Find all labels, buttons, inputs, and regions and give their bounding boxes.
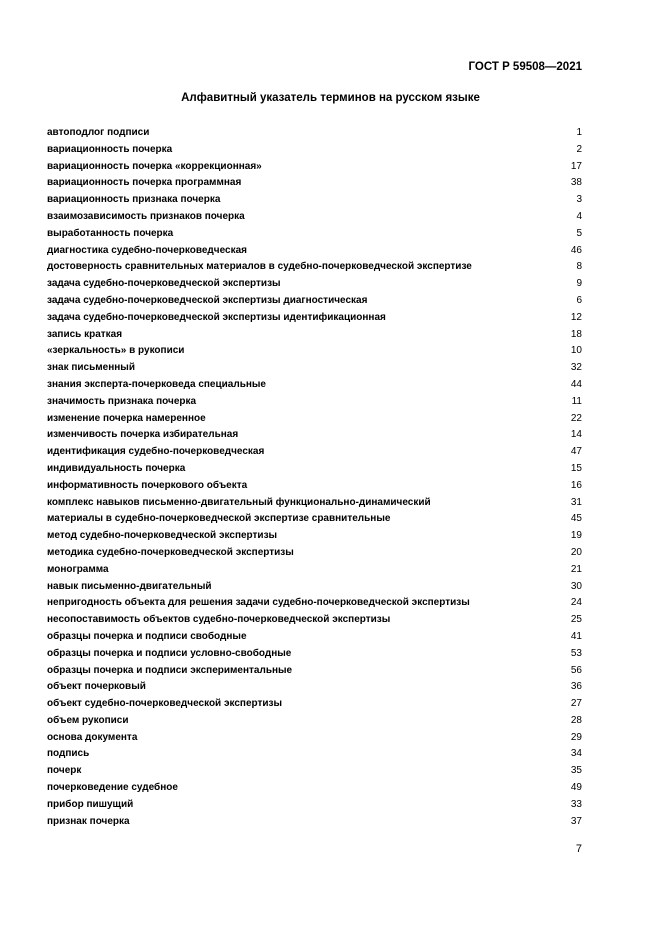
term-text: значимость признака почерка — [47, 395, 197, 407]
term-number: 8 — [576, 261, 582, 273]
term-row — [47, 629, 582, 646]
term-text: навык письменно-двигательный — [47, 580, 212, 592]
term-number: 16 — [570, 479, 582, 491]
term-text: задача судебно-почерковедческой экспертизы — [47, 278, 281, 290]
term-row — [47, 142, 582, 159]
term-row — [47, 259, 582, 276]
term-number: 12 — [570, 311, 582, 323]
term-row — [47, 209, 582, 226]
term-text: изменчивость почерка избирательная — [47, 429, 239, 441]
term-row — [47, 612, 582, 629]
term-number: 45 — [570, 513, 582, 525]
term-text: идентификация судебно-почерковедческая — [47, 446, 265, 458]
term-number: 20 — [570, 546, 582, 558]
term-row — [47, 427, 582, 444]
index-title: Алфавитный указатель терминов на русском языке — [181, 92, 480, 104]
term-text: «зеркальность» в рукописи — [47, 345, 185, 357]
term-row — [47, 763, 582, 780]
term-text: образцы почерка и подписи экспериментальные — [47, 664, 293, 676]
term-row — [47, 511, 582, 528]
term-row — [47, 394, 582, 411]
term-text: знания эксперта-почерковеда специальные — [47, 378, 266, 390]
term-row — [47, 814, 582, 831]
term-row — [47, 528, 582, 545]
term-row — [47, 579, 582, 596]
term-text: вариационность почерка — [47, 143, 173, 155]
term-row — [47, 478, 582, 495]
term-number: 27 — [570, 698, 582, 710]
term-text: объект почерковый — [47, 681, 146, 693]
term-number: 36 — [570, 681, 582, 693]
term-row — [47, 377, 582, 394]
term-number: 5 — [576, 227, 582, 239]
term-row — [47, 226, 582, 243]
term-number: 24 — [570, 597, 582, 609]
term-number: 4 — [576, 210, 582, 222]
term-number: 21 — [570, 563, 582, 575]
term-text: материалы в судебно-почерковедческой экспертизе сравнительные — [47, 513, 391, 525]
term-number: 34 — [570, 748, 582, 760]
term-number: 46 — [570, 244, 582, 256]
term-index-list — [47, 125, 582, 830]
term-text: признак почерка — [47, 815, 130, 827]
term-text: почерк — [47, 765, 82, 777]
term-text: знак письменный — [47, 362, 135, 374]
term-number: 15 — [570, 462, 582, 474]
term-text: диагностика судебно-почерковедческая — [47, 244, 247, 256]
term-row — [47, 562, 582, 579]
term-text: взаимозависимость признаков почерка — [47, 210, 245, 222]
term-text: объем рукописи — [47, 714, 129, 726]
term-text: изменение почерка намеренное — [47, 412, 206, 424]
term-row — [47, 125, 582, 142]
term-number: 18 — [570, 328, 582, 340]
page-number: 7 — [575, 843, 582, 855]
term-text: монограмма — [47, 563, 109, 575]
term-row — [47, 444, 582, 461]
document-code: ГОСТ Р 59508—2021 — [468, 61, 582, 73]
term-number: 3 — [576, 194, 582, 206]
term-row — [47, 679, 582, 696]
term-number: 10 — [570, 345, 582, 357]
term-row — [47, 159, 582, 176]
term-text: запись краткая — [47, 328, 123, 340]
term-text: выработанность почерка — [47, 227, 174, 239]
term-row — [47, 293, 582, 310]
term-number: 47 — [570, 446, 582, 458]
term-text: вариационность признака почерка — [47, 194, 221, 206]
term-text: метод судебно-почерковедческой экспертизы — [47, 530, 278, 542]
term-text: задача судебно-почерковедческой экспертизы диагностическая — [47, 294, 368, 306]
term-text: достоверность сравнительных материалов в судебно-почерковедческой экспертизе — [47, 261, 472, 273]
term-row — [47, 192, 582, 209]
term-row — [47, 780, 582, 797]
term-row — [47, 595, 582, 612]
term-number: 6 — [576, 294, 582, 306]
term-text: информативность почеркового объекта — [47, 479, 248, 491]
term-number: 29 — [570, 731, 582, 743]
term-text: образцы почерка и подписи свободные — [47, 630, 247, 642]
term-text: прибор пишущий — [47, 798, 134, 810]
term-row — [47, 713, 582, 730]
term-number: 35 — [570, 765, 582, 777]
term-number: 28 — [570, 714, 582, 726]
term-text: несопоставимость объектов судебно-почерковедческой экспертизы — [47, 614, 391, 626]
term-number: 33 — [570, 798, 582, 810]
term-text: объект судебно-почерковедческой экспертизы — [47, 698, 283, 710]
term-row — [47, 797, 582, 814]
term-text: почерковедение судебное — [47, 782, 178, 794]
term-row — [47, 663, 582, 680]
term-row — [47, 730, 582, 747]
term-number: 30 — [570, 580, 582, 592]
term-number: 1 — [576, 127, 582, 138]
term-text: основа документа — [47, 731, 138, 743]
term-text: автоподлог подписи — [47, 127, 150, 138]
term-number: 49 — [570, 782, 582, 794]
term-row — [47, 243, 582, 260]
term-number: 19 — [570, 530, 582, 542]
term-number: 38 — [570, 177, 582, 189]
term-number: 32 — [570, 362, 582, 374]
term-row — [47, 461, 582, 478]
term-number: 9 — [576, 278, 582, 290]
term-text: комплекс навыков письменно-двигательный функционально-динамический — [47, 496, 431, 508]
term-row — [47, 411, 582, 428]
term-text: подпись — [47, 748, 90, 760]
term-row — [47, 646, 582, 663]
term-number: 17 — [570, 160, 582, 172]
term-number: 25 — [570, 614, 582, 626]
term-row — [47, 343, 582, 360]
term-row — [47, 360, 582, 377]
term-number: 44 — [570, 378, 582, 390]
term-number: 14 — [570, 429, 582, 441]
term-number: 37 — [570, 815, 582, 827]
term-row — [47, 175, 582, 192]
term-text: образцы почерка и подписи условно-свободные — [47, 647, 292, 659]
term-number: 53 — [570, 647, 582, 659]
term-row — [47, 545, 582, 562]
term-text: задача судебно-почерковедческой экспертизы идентификационная — [47, 311, 386, 323]
term-row — [47, 327, 582, 344]
term-text: непригодность объекта для решения задачи судебно-почерковедческой экспертизы — [47, 597, 470, 609]
term-number: 56 — [570, 664, 582, 676]
term-row — [47, 310, 582, 327]
term-text: методика судебно-почерковедческой экспертизы — [47, 546, 294, 558]
term-text: индивидуальность почерка — [47, 462, 186, 474]
term-number: 11 — [571, 395, 582, 407]
term-row — [47, 746, 582, 763]
term-row — [47, 495, 582, 512]
term-number: 2 — [576, 143, 582, 155]
term-row — [47, 696, 582, 713]
term-number: 31 — [570, 496, 582, 508]
term-text: вариационность почерка «коррекционная» — [47, 160, 262, 172]
term-number: 22 — [570, 412, 582, 424]
term-text: вариационность почерка программная — [47, 177, 242, 189]
term-row — [47, 276, 582, 293]
term-number: 41 — [570, 630, 582, 642]
